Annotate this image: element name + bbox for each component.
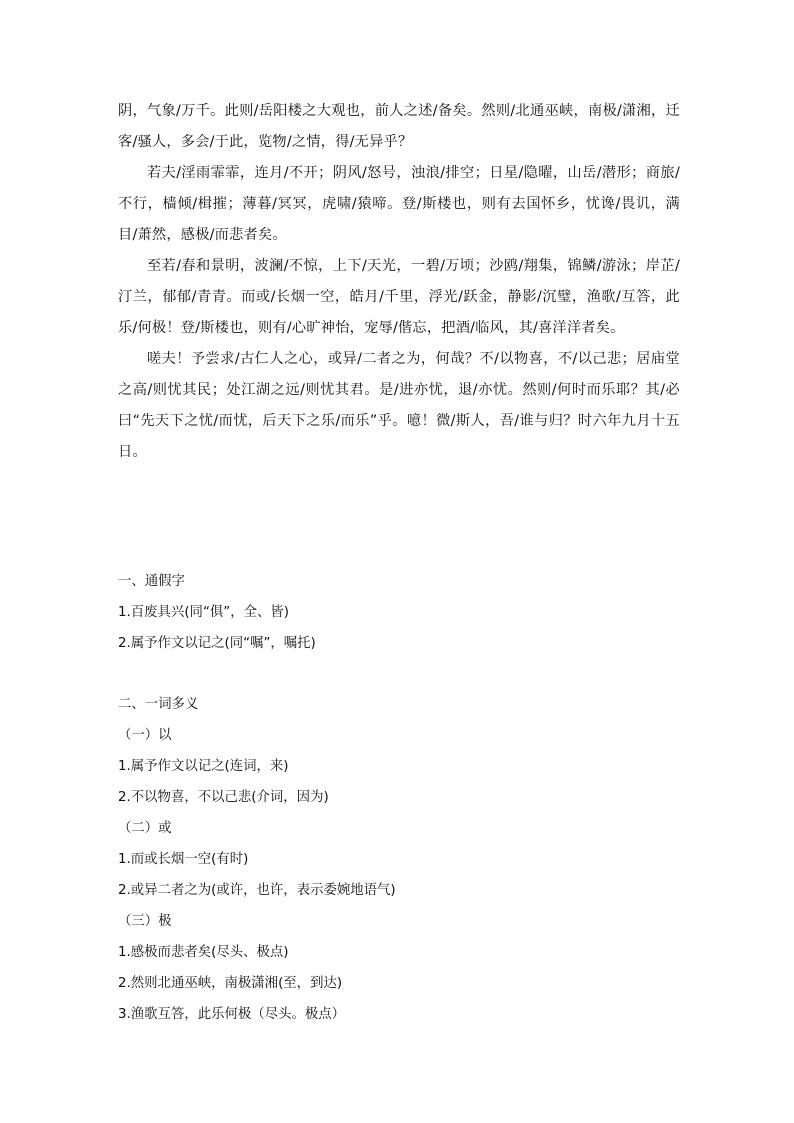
note-item: 3.渔歌互答，此乐何极（尽头。极点） <box>118 1007 346 1022</box>
passage-text <box>118 96 680 468</box>
section-heading-yiciduoyi: 二、一词多义 <box>118 697 199 712</box>
word-group-title-yi: （一）以 <box>118 728 172 743</box>
passage-paragraph-4: 嗟夫！予尝求/古仁人之心，或异/二者之为，何哉？不/以物喜，不/以己悲；居庙堂之高/则忧其民；处江湖之远/则忧其君。是/进亦忧，退/亦忧。然则/何时而乐耶？其/必曰“先天下之忧/而忧，后天下之乐/而乐”乎。噫！微/斯人，吾/谁与归？时六年九月十五日。 <box>118 351 680 460</box>
passage-paragraph-1: 阴，气象/万千。此则/岳阳楼之大观也，前人之述/备矣。然则/北通巫峡，南极/潇湘，迁客/骚人，多会/于此，览物/之情，得/无异乎？ <box>118 103 680 150</box>
passage-paragraph-3: 至若/春和景明，波澜/不惊，上下/天光，一碧/万顷；沙鸥/翔集，锦鳞/游泳；岸芷/汀兰，郁郁/青青。而或/长烟一空，皓月/千里，浮光/跃金，静影/沉璧，渔歌/互答，此乐/何极！登/斯楼也，则有/心旷神怡，宠辱/偕忘，把酒/临风，其/喜洋洋者矣。 <box>118 258 680 336</box>
note-item: 2.不以物喜，不以己悲(介词，因为) <box>118 790 329 805</box>
word-group-title-huo: （二）或 <box>118 821 172 836</box>
note-item: 1.属予作文以记之(连词，来) <box>118 759 289 774</box>
note-item: 1.感极而悲者矣(尽头、极点) <box>118 945 289 960</box>
section-heading-tongjiazi: 一、通假字 <box>118 574 185 589</box>
note-item: 2.然则北通巫峡，南极潇湘(至，到达) <box>118 976 343 991</box>
note-item: 2.或异二者之为(或许，也许，表示委婉地语气) <box>118 883 396 898</box>
passage-paragraph-2: 若夫/淫雨霏霏，连月/不开；阴风/怒号，浊浪/排空；日星/隐曜，山岳/潜形；商旅/不行，樯倾/楫摧；薄暮/冥冥，虎啸/猿啼。登/斯楼也，则有去国怀乡，忧谗/畏讥，满目/萧然，感极/而悲者矣。 <box>118 165 680 243</box>
note-item: 1.而或长烟一空(有时) <box>118 852 249 867</box>
word-group-title-ji: （三）极 <box>118 914 172 929</box>
note-item: 1.百废具兴(同“俱”，全、皆) <box>118 605 290 620</box>
study-notes <box>118 566 718 1030</box>
note-item: 2.属予作文以记之(同“嘱”，嘱托) <box>118 636 316 651</box>
